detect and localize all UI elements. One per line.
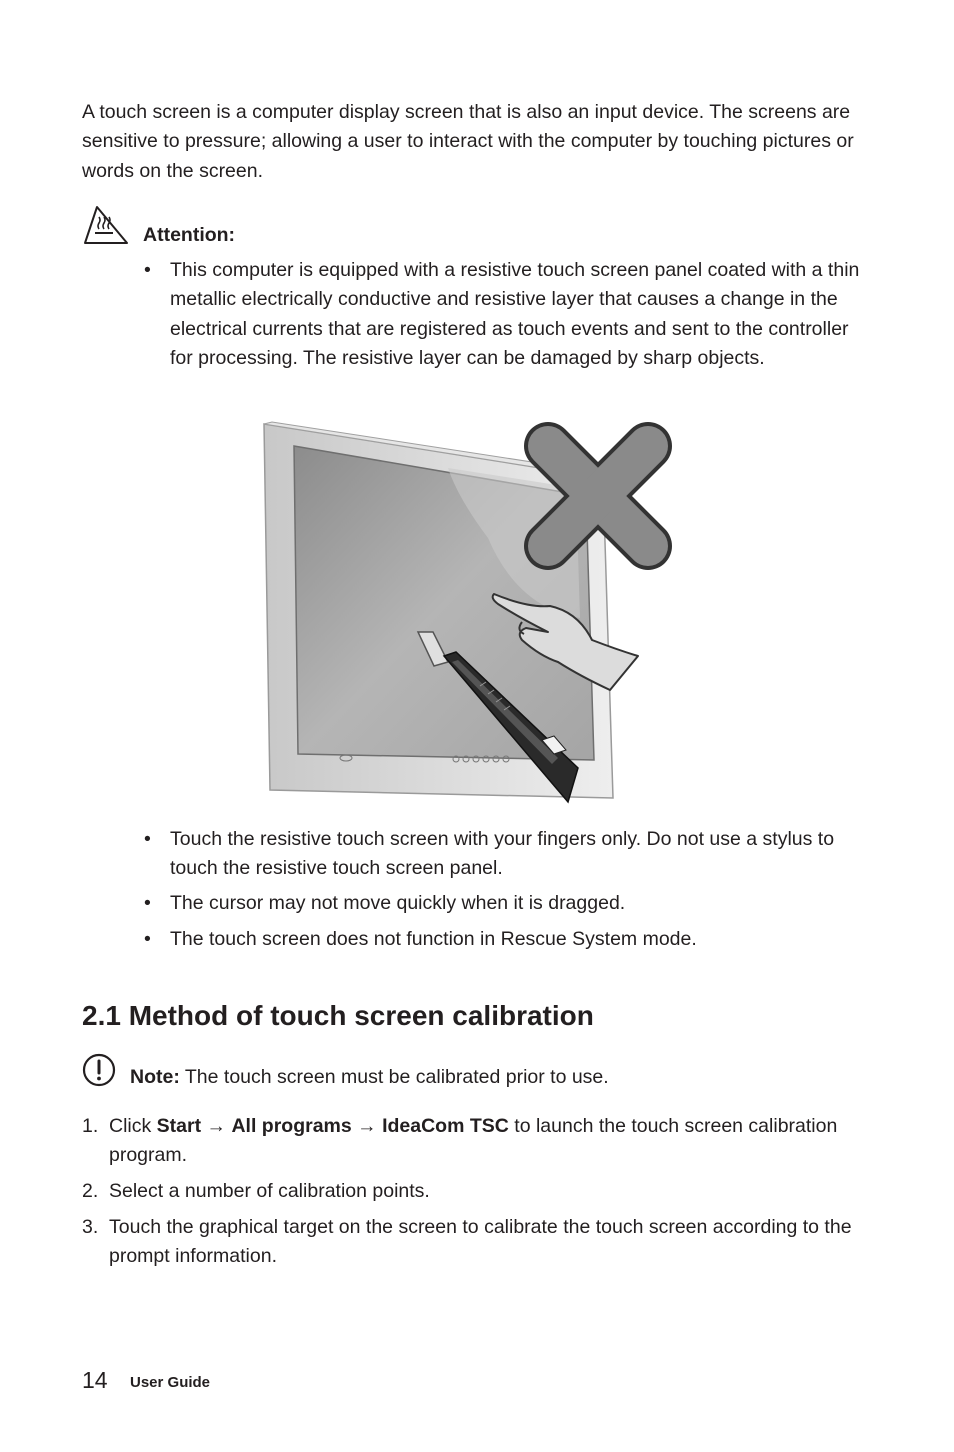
bullet-text: This computer is equipped with a resistive touch screen panel coated with a thin metallic electrically conductive and resistive layer that causes a change in the electrical currents that are registered as touch events and sent to the controller for processing. The resistive layer can be damaged by sharp objects. (170, 259, 860, 370)
page-number: 14 (82, 1367, 108, 1393)
step-item (82, 1177, 872, 1206)
attention-bullet (144, 256, 874, 374)
menu-path-ideacom-tsc: IdeaCom TSC (382, 1115, 509, 1137)
step-number: 1. (82, 1115, 99, 1137)
step-number: 2. (82, 1180, 99, 1202)
section-heading: 2.1 Method of touch screen calibration (82, 1000, 594, 1031)
bullet-marker: • (144, 828, 151, 850)
hot-surface-warning-icon (82, 204, 130, 246)
touch-screen-warning-illustration (258, 418, 678, 804)
step-text: Touch the graphical target on the screen to calibrate the touch screen according to the prompt information. (109, 1216, 852, 1268)
menu-path-all-programs: All programs (231, 1115, 352, 1137)
bullet-text: The touch screen does not function in Rescue System mode. (170, 928, 697, 950)
step-text-prefix: Click (109, 1115, 157, 1137)
note-text: The touch screen must be calibrated prior to use. (179, 1066, 609, 1088)
step-item (82, 1112, 872, 1171)
arrow-separator: → (351, 1115, 383, 1137)
bullet-marker: • (144, 892, 151, 914)
intro-paragraph: A touch screen is a computer display screen that is also an input device. The screens are sensitive to pressure; allowing a user to interact with the computer by touching pictures or words on the screen. (82, 101, 854, 182)
note-label: Note: (130, 1066, 180, 1088)
exclamation-circle-icon (82, 1053, 116, 1087)
arrow-separator: → (201, 1115, 232, 1137)
step-text (109, 1112, 872, 1171)
bullet-marker: • (144, 259, 151, 281)
step-number: 3. (82, 1216, 99, 1238)
note-line (130, 1063, 609, 1092)
attention-title: Attention: (143, 224, 236, 246)
menu-path-start: Start (156, 1115, 202, 1137)
attention-bullet (144, 889, 874, 918)
step-text: Select a number of calibration points. (109, 1180, 430, 1202)
bullet-marker: • (144, 928, 151, 950)
footer-label: User Guide (130, 1374, 211, 1391)
attention-bullet (144, 825, 874, 884)
attention-bullet (144, 925, 874, 954)
step-item (82, 1213, 872, 1272)
bullet-text: The cursor may not move quickly when it is dragged. (170, 892, 626, 914)
step-text-suffix: to launch the touch screen calibration program. (109, 1115, 838, 1167)
bullet-text: Touch the resistive touch screen with your fingers only. Do not use a stylus to touch the resistive touch screen panel. (170, 828, 835, 880)
